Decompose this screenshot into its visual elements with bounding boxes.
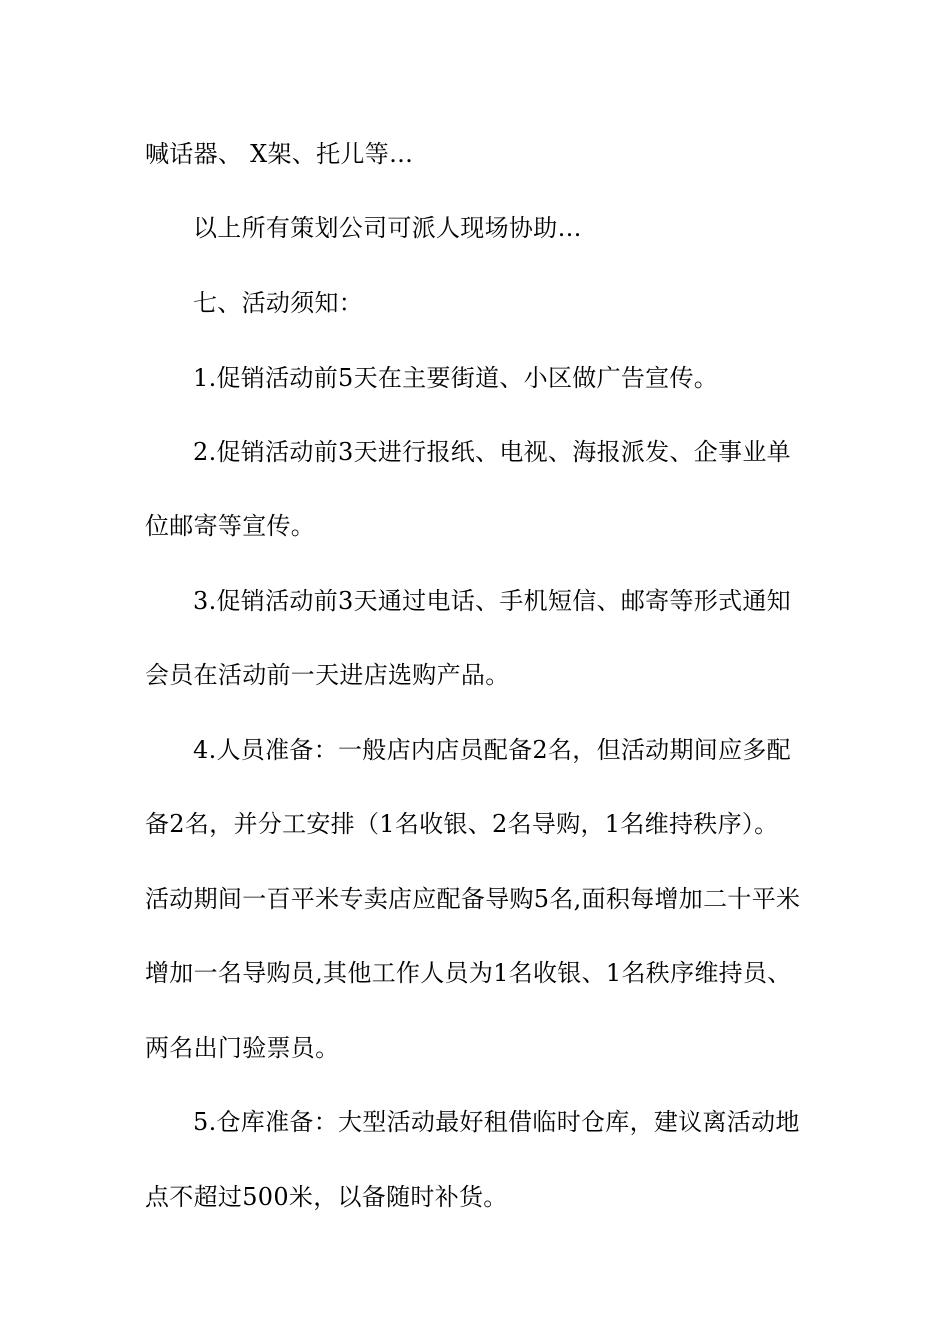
- text-line-10: 备2名，并分工安排（1名收银、2名导购，1名维持秩序）。: [145, 810, 779, 838]
- text-line-2: 以上所有策划公司可派人现场协助…: [193, 214, 582, 242]
- text-line-13: 两名出门验票员。: [145, 1034, 340, 1062]
- text-line-6: 位邮寄等宣传。: [145, 512, 316, 540]
- text-line-7: 3.促销活动前3天通过电话、手机短信、邮寄等形式通知: [193, 587, 791, 615]
- text-line-15: 点不超过500米，以备随时补货。: [145, 1183, 508, 1211]
- text-line-11: 活动期间一百平米专卖店应配备导购5名,面积每增加二十平米: [145, 885, 801, 913]
- text-line-1: 喊话器、 X架、托儿等…: [145, 140, 414, 168]
- text-line-8: 会员在活动前一天进店选购产品。: [145, 661, 510, 689]
- section-heading: 七、活动须知：: [193, 289, 364, 317]
- text-line-12: 增加一名导购员,其他工作人员为1名收银、1名秩序维持员、: [145, 959, 792, 987]
- text-line-5: 2.促销活动前3天进行报纸、电视、海报派发、企事业单: [193, 438, 791, 466]
- text-line-9: 4.人员准备：一般店内店员配备2名，但活动期间应多配: [193, 736, 791, 764]
- text-line-14: 5.仓库准备：大型活动最好租借临时仓库，建议离活动地: [193, 1108, 800, 1136]
- text-line-4: 1.促销活动前5天在主要街道、小区做广告宣传。: [193, 364, 719, 392]
